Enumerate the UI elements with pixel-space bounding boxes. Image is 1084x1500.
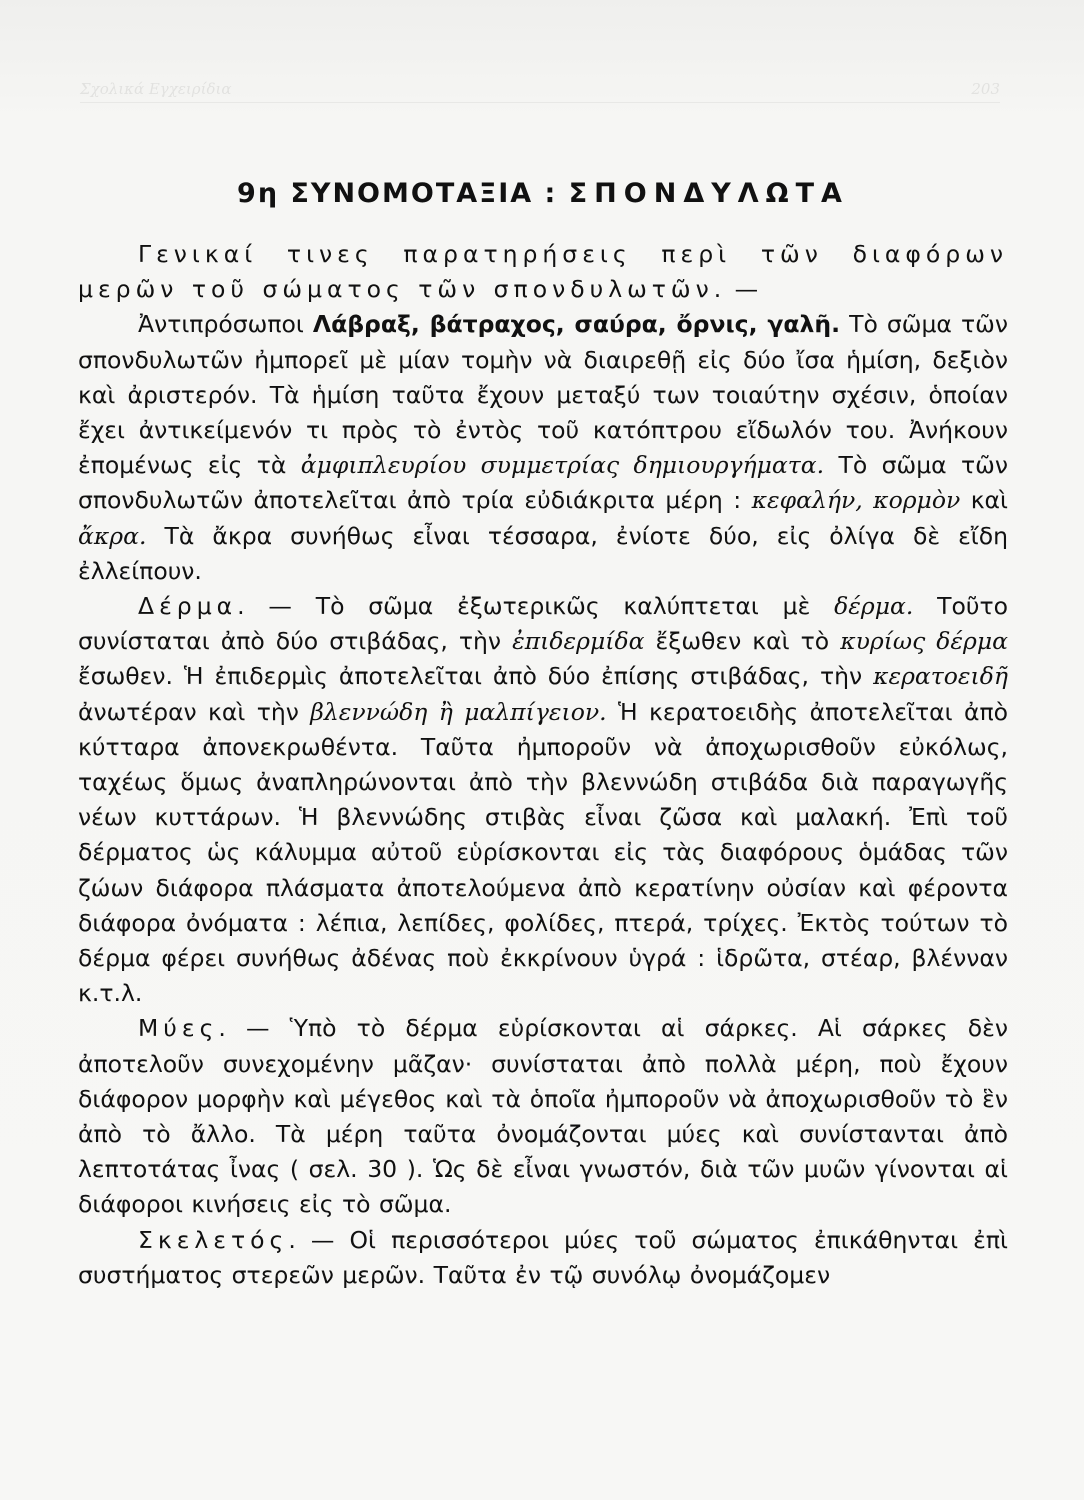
italic-term: κεφαλήν, κορμὸν xyxy=(751,486,961,515)
bleed-through-left: Σχολικά Εγχειρίδια xyxy=(80,80,232,98)
page-content xyxy=(78,178,1008,1293)
text-run: Ἀντιπρόσωποι xyxy=(138,310,313,339)
general-heading: Γενικαί τινες παρατηρήσεις περὶ τῶν διαφόρων μερῶν τοῦ σώματος τῶν σπονδυλωτῶν. xyxy=(78,240,1008,304)
chapter-title-prefix: 9η ΣΥΝΟΜΟΤΑΞΙΑ : xyxy=(237,178,569,209)
text-run: Τοῦτο συνίσταται ἀπὸ δύο στιβάδας, τὴν xyxy=(78,592,1009,656)
text-run: Τὸ σῶμα τῶν σπονδυλωτῶν ἀποτελεῖται ἀπὸ τρία εὐδιάκριτα μέρη : xyxy=(78,451,1008,515)
paragraph-representatives xyxy=(78,307,1008,589)
chapter-title-spaced: ΣΠΟΝΔΥΛΩΤΑ xyxy=(568,178,849,209)
text-run: Τὰ ἄκρα συνήθως εἶναι τέσσαρα, ἐνίοτε δύο, εἰς ὀλίγα δὲ εἴδη ἐλλείπουν. xyxy=(78,521,1008,585)
section-heading-muscles: Μύες xyxy=(138,1014,219,1043)
text-run: ἔσωθεν. Ἡ ἐπιδερμὶς ἀποτελεῖται ἀπὸ δύο ἐπίσης στιβάδας, τὴν xyxy=(78,662,874,691)
general-dash: — xyxy=(726,275,759,304)
text-run: ἔξωθεν καὶ τὸ xyxy=(644,627,841,656)
section-heading-skeleton: Σκελετός xyxy=(138,1225,289,1254)
text-run: . — Ὑπὸ τὸ δέρμα εὑρίσκονται αἱ σάρκες. Αἱ σάρκες δὲν ἀποτελοῦν συνεχομένην μᾶζαν· συνίσταται ἀπὸ πολλὰ μέρη, ποὺ ἔχουν διάφορον μορφὴν καὶ μέγεθος καὶ τὰ ὁποῖα ἠμποροῦν νὰ ἀποχωρισθοῦν τὸ ἓν ἀπὸ τὸ ἄλλο. Τὰ μέρη ταῦτα ὀνομάζονται μύες καὶ συνίστανται ἀπὸ λεπτοτάτας ἶνας ( σελ. 30 ). Ὡς δὲ εἶναι γνωστόν, διὰ τῶν μυῶν γίνονται αἱ διάφοροι κινήσεις εἰς τὸ σῶμα. xyxy=(78,1014,1008,1219)
paragraph-skeleton xyxy=(78,1223,1008,1293)
section-heading-skin: Δέρμα xyxy=(138,592,238,621)
text-run: Ἡ κερατοειδὴς ἀποτελεῖται ἀπὸ κύτταρα ἀπονεκρωθέντα. Ταῦτα ἠμποροῦν νὰ ἀποχωρισθοῦν εὐκόλως, ταχέως ὅμως ἀναπληρώνονται ἀπὸ τὴν βλεννώδη στιβάδα διὰ παραγωγῆς νέων κυττάρων. Ἡ βλεννώδης στιβὰς εἶναι ζῶσα καὶ μαλακή. Ἐπὶ τοῦ δέρματος ὡς κάλυμμα αὐτοῦ εὑρίσκονται εἰς τὰς διαφόρους ὁμάδας τῶν ζώων διάφορα πλάσματα ἀποτελούμενα ἀπὸ κερατίνην οὐσίαν καὶ φέροντα διάφορα ὀνόματα : λέπια, λεπίδες, φολίδες, πτερά, τρίχες. Ἐκτὸς τούτων τὸ δέρμα φέρει συνήθως ἀδένας ποὺ ἐκκρίνουν ὑγρά : ἱδρῶτα, στέαρ, βλένναν κ.τ.λ. xyxy=(78,697,1008,1008)
bleed-through-right: 203 xyxy=(971,80,1000,98)
text-run: Τὸ σῶμα τῶν σπονδυλωτῶν ἠμπορεῖ μὲ μίαν τομὴν νὰ διαιρεθῇ εἰς δύο ἴσα ἡμίση, δεξιὸν καὶ ἀριστερόν. Τὰ ἡμίση ταῦτα ἔχουν μεταξύ των τοιαύτην σχέσιν, ὁποίαν ἔχει ἀντικείμενόν τι πρὸς τὸ ἐντὸς τοῦ κατόπτρου εἴδωλόν του. Ἀνήκουν ἐπομένως εἰς τὰ xyxy=(78,310,1008,480)
paragraph-skin xyxy=(78,589,1008,1011)
italic-term: βλεννώδη ἢ μαλπίγειον. xyxy=(310,697,607,726)
italic-term: ἄκρα. xyxy=(78,521,147,550)
chapter-title xyxy=(78,178,1008,209)
italic-term: ἀμφιπλευρίου συμμετρίας δημιουργήματα. xyxy=(300,451,825,480)
italic-term: κυρίως δέρμα xyxy=(840,627,1009,656)
paragraph-general xyxy=(78,237,1008,307)
paragraph-muscles xyxy=(78,1011,1008,1222)
italic-term: ἐπιδερμίδα xyxy=(512,627,645,656)
text-run: . — Οἱ περισσότεροι μύες τοῦ σώματος ἐπικάθηνται ἐπὶ συστήματος στερεῶν μερῶν. Ταῦτα ἐν τῷ συνόλῳ ὀνομάζομεν xyxy=(78,1225,1008,1289)
representatives-list: Λάβραξ, βάτραχος, σαύρα, ὄρνις, γαλῆ. xyxy=(312,310,840,339)
bleed-through-header xyxy=(80,80,1000,103)
italic-term: κερατοειδῆ xyxy=(873,662,1008,691)
text-run: ἀνωτέραν καὶ τὴν xyxy=(78,697,311,726)
text-run: καὶ xyxy=(960,486,1008,515)
italic-term: δέρμα. xyxy=(834,592,914,621)
text-run: . — Τὸ σῶμα ἐξωτερικῶς καλύπτεται μὲ xyxy=(237,592,835,621)
